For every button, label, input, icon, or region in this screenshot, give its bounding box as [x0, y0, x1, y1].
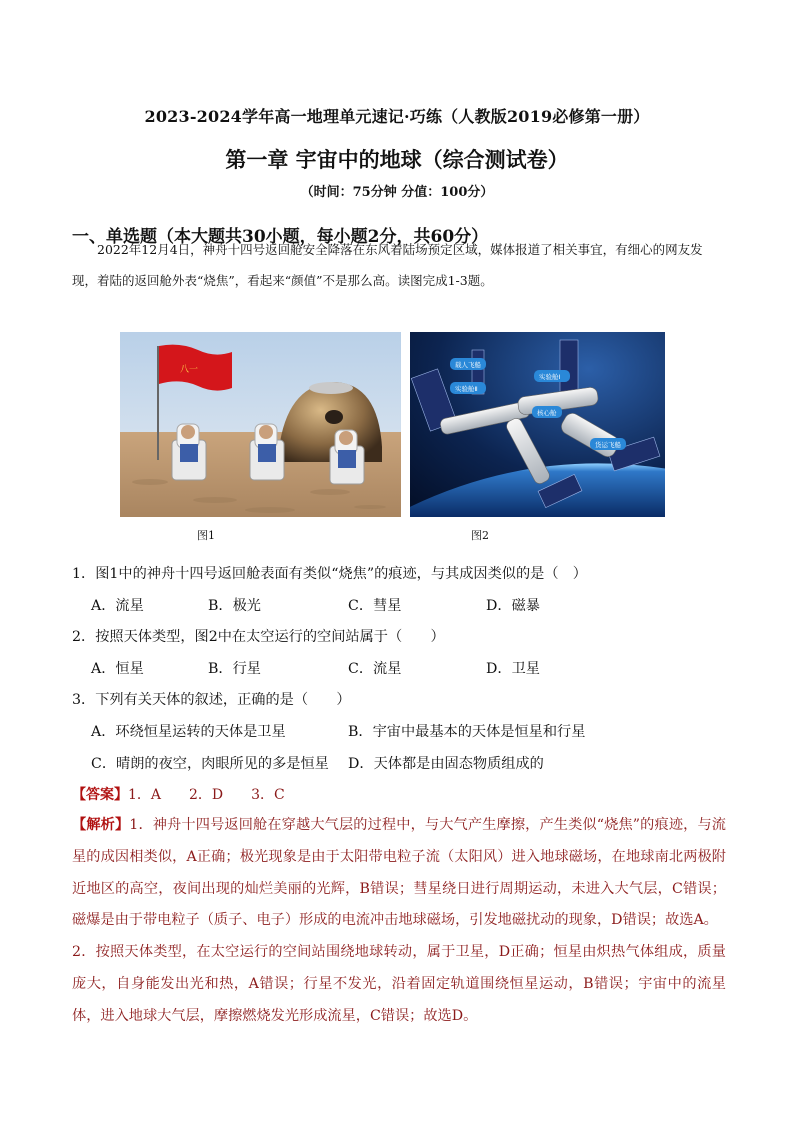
q1-option-c[interactable]: C．彗星 — [348, 598, 402, 614]
flag-lettering: 八一 — [180, 365, 199, 375]
label-lab-2: 实验舱Ⅱ — [455, 385, 478, 393]
q2-option-c[interactable]: C．流星 — [348, 661, 402, 677]
chapter-title: 第一章 宇宙中的地球（综合测试卷） — [225, 147, 569, 172]
q3-option-d[interactable]: D．天体都是由固态物质组成的 — [348, 756, 544, 772]
answer-line — [72, 784, 285, 804]
q1-option-a[interactable]: A．流星 — [91, 598, 144, 614]
series-title: 2023-2024学年高一地理单元速记·巧练（人教版2019必修第一册） — [144, 107, 650, 126]
q2-option-a[interactable]: A．恒星 — [91, 661, 144, 677]
question-3-stem: 3．下列有关天体的叙述，正确的是（ ） — [72, 692, 351, 708]
exam-meta: （时间：75分钟 分值：100分） — [300, 185, 494, 200]
answer-tag: 【答案】 — [72, 787, 128, 803]
label-crew-ship: 载人飞船 — [455, 361, 481, 369]
intro-paragraph: 2022年12月4日，神舟十四号返回舱安全降落在东风着陆场预定区域，媒体报道了相关事宜，有细心的网友发现，着陆的返回舱外表“烧焦”，看起来“颜值”不是那么高。读图完成1-3题。 — [72, 242, 703, 288]
label-lab-1: 实验舱Ⅰ — [539, 373, 561, 381]
analysis-text-1: 1．神舟十四号返回舱在穿越大气层的过程中，与大气产生摩擦，产生类似“烧焦”的痕迹，与流星的成因相类似，A正确；极光现象是由于太阳带电粒子流（太阳风）进入地球磁场，在地球南北两极附近地区的高空，夜间出现的灿烂美丽的光辉，B错误；彗星绕日进行周期运动，未进入大气层，C错误；磁爆是由于带电粒子（质子、电子）形成的电流冲击地球磁场，引发地磁扰动的现象，D错误；故选A。 — [72, 817, 726, 929]
analysis-paragraph-1 — [72, 810, 726, 937]
figure-1-landing-photo — [120, 332, 401, 517]
figure-2-caption: 图2 — [471, 529, 489, 542]
question-2-stem: 2．按照天体类型，图2中在太空运行的空间站属于（ ） — [72, 629, 445, 645]
q3-option-c[interactable]: C．晴朗的夜空，肉眼所见的多是恒星 — [91, 756, 329, 772]
answer-text: 1．A 2．D 3．C — [128, 787, 285, 803]
analysis-block — [72, 810, 726, 1033]
q3-option-b[interactable]: B．宇宙中最基本的天体是恒星和行星 — [348, 724, 586, 740]
q1-option-d[interactable]: D．磁暴 — [486, 598, 540, 614]
analysis-tag: 【解析】 — [72, 817, 130, 833]
landing-scene-image — [120, 332, 401, 517]
space-station-image — [410, 332, 665, 517]
label-cargo-ship: 货运飞船 — [595, 441, 621, 449]
analysis-paragraph-2 — [72, 937, 726, 1032]
q2-option-d[interactable]: D．卫星 — [486, 661, 540, 677]
q1-option-b[interactable]: B．极光 — [208, 598, 261, 614]
figure-2-space-station — [410, 332, 665, 517]
q3-option-a[interactable]: A．环绕恒星运转的天体是卫星 — [91, 724, 286, 740]
question-1-stem: 1．图1中的神舟十四号返回舱表面有类似“烧焦”的痕迹，与其成因类似的是（ ） — [72, 566, 587, 582]
section-title: 一、单选题（本大题共30小题，每小题2分，共60分） — [72, 227, 489, 247]
q2-option-b[interactable]: B．行星 — [208, 661, 261, 677]
label-core-module: 核心舱 — [537, 409, 557, 417]
figure-1-caption: 图1 — [197, 529, 215, 542]
analysis-text-2: 2．按照天体类型，在太空运行的空间站围绕地球转动，属于卫星，D正确；恒星由炽热气体组成，质量庞大，自身能发出光和热，A错误；行星不发光，沿着固定轨道围绕恒星运动，B错误；宇宙中的流星体，进入地球大气层，摩擦燃烧发光形成流星，C错误；故选D。 — [72, 944, 726, 1024]
